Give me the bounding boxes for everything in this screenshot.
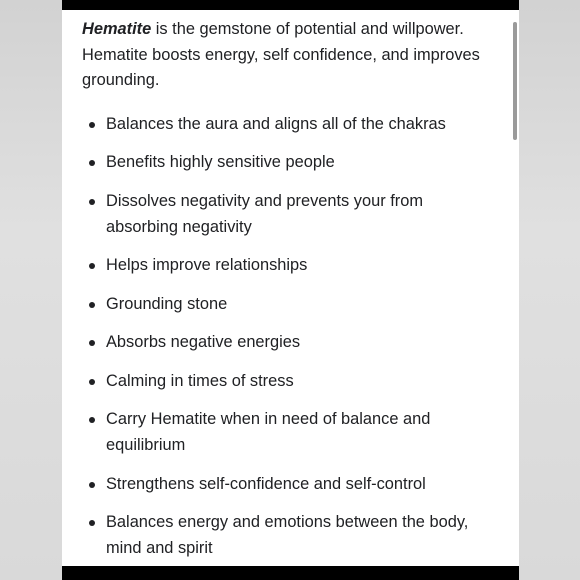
left-blurred-border <box>0 0 62 580</box>
list-item-text: Calming in times of stress <box>106 372 294 390</box>
intro-paragraph <box>82 17 507 94</box>
intro-text: is the gemstone of potential and willpower. Hematite boosts energy, self confidence, and improves grounding. <box>82 20 480 90</box>
article-content <box>62 10 519 566</box>
gemstone-name: Hematite <box>82 20 152 38</box>
list-item-text: Balances energy and emotions between the body, mind and spirit <box>106 513 469 557</box>
bullet-icon <box>89 199 95 205</box>
list-item-text: Benefits highly sensitive people <box>106 153 335 171</box>
bullet-icon <box>89 379 95 385</box>
list-item <box>106 510 491 561</box>
bullet-icon <box>89 160 95 166</box>
bullet-icon <box>89 263 95 269</box>
bullet-icon <box>89 340 95 346</box>
list-item <box>106 189 491 240</box>
list-item-text: Dissolves negativity and prevents your from absorbing negativity <box>106 192 424 236</box>
right-blurred-border <box>519 0 580 580</box>
list-item-text: Helps improve relationships <box>106 256 308 274</box>
list-item <box>106 330 491 356</box>
list-item-text: Strengthens self-confidence and self-control <box>106 475 426 493</box>
list-item-text: Absorbs negative energies <box>106 333 301 351</box>
bullet-icon <box>89 520 95 526</box>
list-item <box>106 407 491 458</box>
list-item <box>106 292 491 318</box>
list-item <box>106 253 491 279</box>
list-item <box>106 112 491 138</box>
list-item <box>106 150 491 176</box>
bullet-icon <box>89 302 95 308</box>
scrollbar-thumb[interactable] <box>513 22 517 140</box>
bullet-icon <box>89 122 95 128</box>
list-item-text: Carry Hematite when in need of balance and equilibrium <box>106 410 431 454</box>
bullet-icon <box>89 417 95 423</box>
list-item <box>106 472 491 498</box>
list-item-text: Grounding stone <box>106 295 228 313</box>
list-item-text: Balances the aura and aligns all of the chakras <box>106 115 446 133</box>
list-item <box>106 369 491 395</box>
bullet-icon <box>89 482 95 488</box>
